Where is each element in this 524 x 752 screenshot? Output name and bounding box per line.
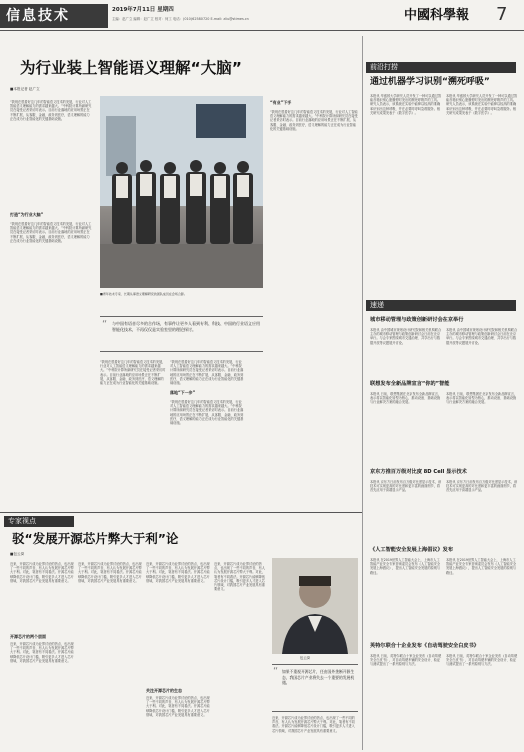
issue-date: 2019年7月11日 星期四 — [112, 7, 174, 13]
lead-pullquote — [100, 316, 263, 352]
bottom-body-col1b: 近来，开源芯片成为业界讨论的热点，也出现了一些不同的声音，有人认为发展开源芯片弊大于利。对此，笔者有不同看法。开源芯片能够降低芯片设计门槛，吸引更多人才进入芯片领域，对我国芯片产业发展具有重要意义。 — [10, 642, 74, 663]
right-top-body-a: 本报讯 华盛顿大学研究人员开发了一种可以通过智能音箱识别心脏骤停时发出的濒死呼吸声的工具。研究人员表示，该系统在实验中能够以较高的准确率识别出这种呼吸，并在必要时呼叫急救服务。相关研究成果发表于《数字医学》。 — [370, 94, 442, 115]
news-item-1-body-a: 本报讯 由中国城市规划设计研究院和相关机构联合主办的城市移动管理与政策创新研讨会日前在北京举行。与会专家围绕城市交通治理、共享出行与数据开放等议题展开讨论。 — [370, 328, 442, 345]
right-top-tag: 前沿打捞 — [366, 62, 516, 73]
section-name: 信息技术 — [6, 8, 70, 24]
right-news-tag: 速递 — [366, 300, 516, 311]
bottom-body-col3b: 近来，开源芯片成为业界讨论的热点，也出现了一些不同的声音，有人认为发展开源芯片弊大于利。对此，笔者有不同看法。开源芯片能够降低芯片设计门槛，吸引更多人才进入芯片领域，对我国芯片产业发展具有重要意义。 — [146, 696, 210, 717]
news-item-4-title: 《人工智能安全发展上海倡议》发布 — [370, 547, 454, 553]
lead-body-col3b: “我现在很看好这几年的智能语义技术的发展，行业对人工智能语义理解能力的需求越来越大。”中科院计算所副研究员在接受记者采访时表示。目前行业落地的应用场景正在不断扩展，从客服、金融、政务到医疗，语义理解的能力正在成为行业智能化的关键基础设施。 — [170, 400, 244, 426]
author-portrait — [272, 558, 358, 654]
author-portrait-caption: 包云岗 — [300, 656, 311, 660]
paper-logo: 中國科學報 — [404, 8, 470, 23]
news-item-3-body-b: 本报讯 京东方日前发布百万级对比度显示技术，该技术可实现更高的对比度和更丰富的画面细节，将首先应用于高端显示产品。 — [446, 480, 518, 493]
news-item-5-body-b: 本报讯 日前，英特尔联合十家企业发布《自动驾驶安全白皮书》，对自动驾驶车辆的安全设计、验证与测试提出了一系列原则与方法。 — [446, 654, 518, 667]
news-item-3-title: 京东方推百万级对比度 8D Cell 显示技术 — [370, 469, 467, 475]
news-item-1-body-b: 本报讯 由中国城市规划设计研究院和相关机构联合主办的城市移动管理与政策创新研讨会日前在北京举行。与会专家围绕城市交通治理、共享出行与数据开放等议题展开讨论。 — [446, 328, 518, 345]
quote-mark-icon: “ — [273, 666, 279, 677]
news-item-4-body-a: 本报讯 在2019世界人工智能大会上，上海市人工智能产业安全专家咨询委员会发布《人工智能安全发展上海倡议》，提出人工智能安全发展的原则与路径。 — [370, 558, 441, 575]
lead-body-col1b: “我现在很看好这几年的智能语义技术的发展，行业对人工智能语义理解能力的需求越来越大。”中科院计算所副研究员在接受记者采访时表示。目前行业落地的应用场景正在不断扩展，从客服、金融、政务到医疗，语义理解的能力正在成为行业智能化的关键基础设施。 — [10, 222, 92, 243]
bottom-right-divider — [362, 510, 363, 750]
column-divider — [362, 36, 363, 510]
quote-mark-icon: “ — [102, 319, 108, 330]
lead-body-col2: “我现在很看好这几年的智能语义技术的发展，行业对人工智能语义理解能力的需求越来越大。”中科院计算所副研究员在接受记者采访时表示。目前行业落地的应用场景正在不断扩展，从客服、金融、政务到医疗，语义理解的能力正在成为行业智能化的关键基础设施。 — [100, 360, 166, 386]
lead-pullquote-text: 与中国有语音尽多的合作场，有事件让更多人看到专利、科技、中国的行业语义应用智能化技术，不再仅仅是实验室里的理论探讨。 — [112, 321, 260, 332]
news-item-2-body-b: 本报讯 日前，联想集团在北京发布全新品牌宣言，表示将以智能化转型为核心，推动设备、基础设施与行业解决方案的融合发展。 — [446, 392, 518, 405]
news-item-1-title: 城市移动管理与政策创新研讨会在京举行 — [370, 317, 464, 323]
lead-subhead-3: 落地“下一步” — [170, 390, 196, 395]
bottom-body-col1: 近来，开源芯片成为业界讨论的热点，也出现了一些不同的声音，有人认为发展开源芯片弊大于利。对此，笔者有不同看法。开源芯片能够降低芯片设计门槛，吸引更多人才进入芯片领域，对我国芯片产业发展具有重要意义。 — [10, 562, 74, 583]
lead-photo-caption: ■青年技术专家、长期从事语义理解研究的团队成员在会场合影。 — [100, 292, 187, 296]
lead-body-col1a: “我现在很看好这几年的智能语义技术的发展，行业对人工智能语义理解能力的需求越来越大。”中科院计算所副研究员在接受记者采访时表示。目前行业落地的应用场景正在不断扩展，从客服、金融、政务到医疗，语义理解的能力正在成为行业智能化的关键基础设施。 — [10, 100, 92, 121]
editor-line: 主编：赵广立 编辑：赵广立 校对：何工 电话：(010)62580720 E-mail: zliu@stimes.cn — [112, 17, 249, 21]
right-top-headline: 通过机器学习识别“溯死呼吸” — [370, 77, 490, 87]
news-item-5-title: 英特尔联合十企业发布《自动驾驶安全白皮书》 — [370, 643, 479, 649]
lead-subhead-1: 打造“为行业大脑” — [10, 212, 44, 217]
news-item-3-body-a: 本报讯 京东方日前发布百万级对比度显示技术，该技术可实现更高的对比度和更丰富的画面细节，将首先应用于高端显示产品。 — [370, 480, 442, 493]
bottom-body-col4: 近来，开源芯片成为业界讨论的热点，也出现了一些不同的声音，有人认为发展开源芯片弊大于利。对此，笔者有不同看法。开源芯片能够降低芯片设计门槛，吸引更多人才进入芯片领域，对我国芯片产业发展具有重要意义。 — [214, 562, 265, 592]
bottom-body-col3a: 近来，开源芯片成为业界讨论的热点，也出现了一些不同的声音，有人认为发展开源芯片弊大于利。对此，笔者有不同看法。开源芯片能够降低芯片设计门槛，吸引更多人才进入芯片领域，对我国芯片产业发展具有重要意义。 — [146, 562, 210, 583]
news-item-2-title: 联想发布全新品牌宣言“你的”智能 — [370, 381, 450, 387]
bottom-byline: ■包云岗 — [10, 552, 25, 556]
lead-body-col3a: “我现在很看好这几年的智能语义技术的发展，行业对人工智能语义理解能力的需求越来越大。”中科院计算所副研究员在接受记者采访时表示。目前行业落地的应用场景正在不断扩展，从客服、金融、政务到医疗，语义理解的能力正在成为行业智能化的关键基础设施。 — [170, 360, 244, 386]
bottom-subhead-2: 关注开源芯片的生态 — [146, 688, 182, 693]
news-item-4-body-b: 本报讯 在2019世界人工智能大会上，上海市人工智能产业安全专家咨询委员会发布《人工智能安全发展上海倡议》，提出人工智能安全发展的原则与路径。 — [446, 558, 517, 575]
bottom-body-col2: 近来，开源芯片成为业界讨论的热点，也出现了一些不同的声音，有人认为发展开源芯片弊大于利。对此，笔者有不同看法。开源芯片能够降低芯片设计门槛，吸引更多人才进入芯片领域，对我国芯片产业发展具有重要意义。 — [78, 562, 142, 583]
right-top-body-b: 本报讯 华盛顿大学研究人员开发了一种可以通过智能音箱识别心脏骤停时发出的濒死呼吸声的工具。研究人员表示，该系统在实验中能够以较高的准确率识别出这种呼吸，并在必要时呼叫急救服务。相关研究成果发表于《数字医学》。 — [446, 94, 518, 115]
bottom-pullquote-text: 如果不重视开源芯片，任由国外垄断开源生态，我国芯片产业将失去一个重要的发展机遇。 — [282, 669, 355, 686]
news-item-5-body-a: 本报讯 日前，英特尔联合十家企业发布《自动驾驶安全白皮书》，对自动驾驶车辆的安全设计、验证与测试提出了一系列原则与方法。 — [370, 654, 442, 667]
bottom-headline: 驳“发展开源芯片弊大于利”论 — [12, 531, 179, 546]
lead-subhead-2: “有业”下手 — [270, 100, 292, 105]
page-number: 7 — [496, 4, 508, 25]
bottom-body-col5: 近来，开源芯片成为业界讨论的热点，也出现了一些不同的声音，有人认为发展开源芯片弊大于利。对此，笔者有不同看法。开源芯片能够降低芯片设计门槛，吸引更多人才进入芯片领域，对我国芯片产业发展具有重要意义。 — [272, 716, 355, 733]
lead-body-col4: “我现在很看好这几年的智能语义技术的发展，行业对人工智能语义理解能力的需求越来越大。”中科院计算所副研究员在接受记者采访时表示。目前行业落地的应用场景正在不断扩展，从客服、金融、政务到医疗，语义理解的能力正在成为行业智能化的关键基础设施。 — [270, 110, 358, 131]
news-item-2-body-a: 本报讯 日前，联想集团在北京发布全新品牌宣言，表示将以智能化转型为核心，推动设备、基础设施与行业解决方案的融合发展。 — [370, 392, 442, 405]
bottom-tag: 专家视点 — [4, 516, 74, 527]
bottom-rule — [0, 512, 362, 513]
lead-byline: ■本报记者 赵广立 — [10, 87, 40, 91]
bottom-subhead-1: 开源芯片的两个层面 — [10, 634, 46, 639]
lead-photo — [100, 96, 263, 288]
bottom-pullquote — [272, 664, 358, 712]
masthead-rule — [0, 30, 524, 31]
lead-headline: 为行业装上智能语义理解“大脑” — [20, 59, 242, 77]
